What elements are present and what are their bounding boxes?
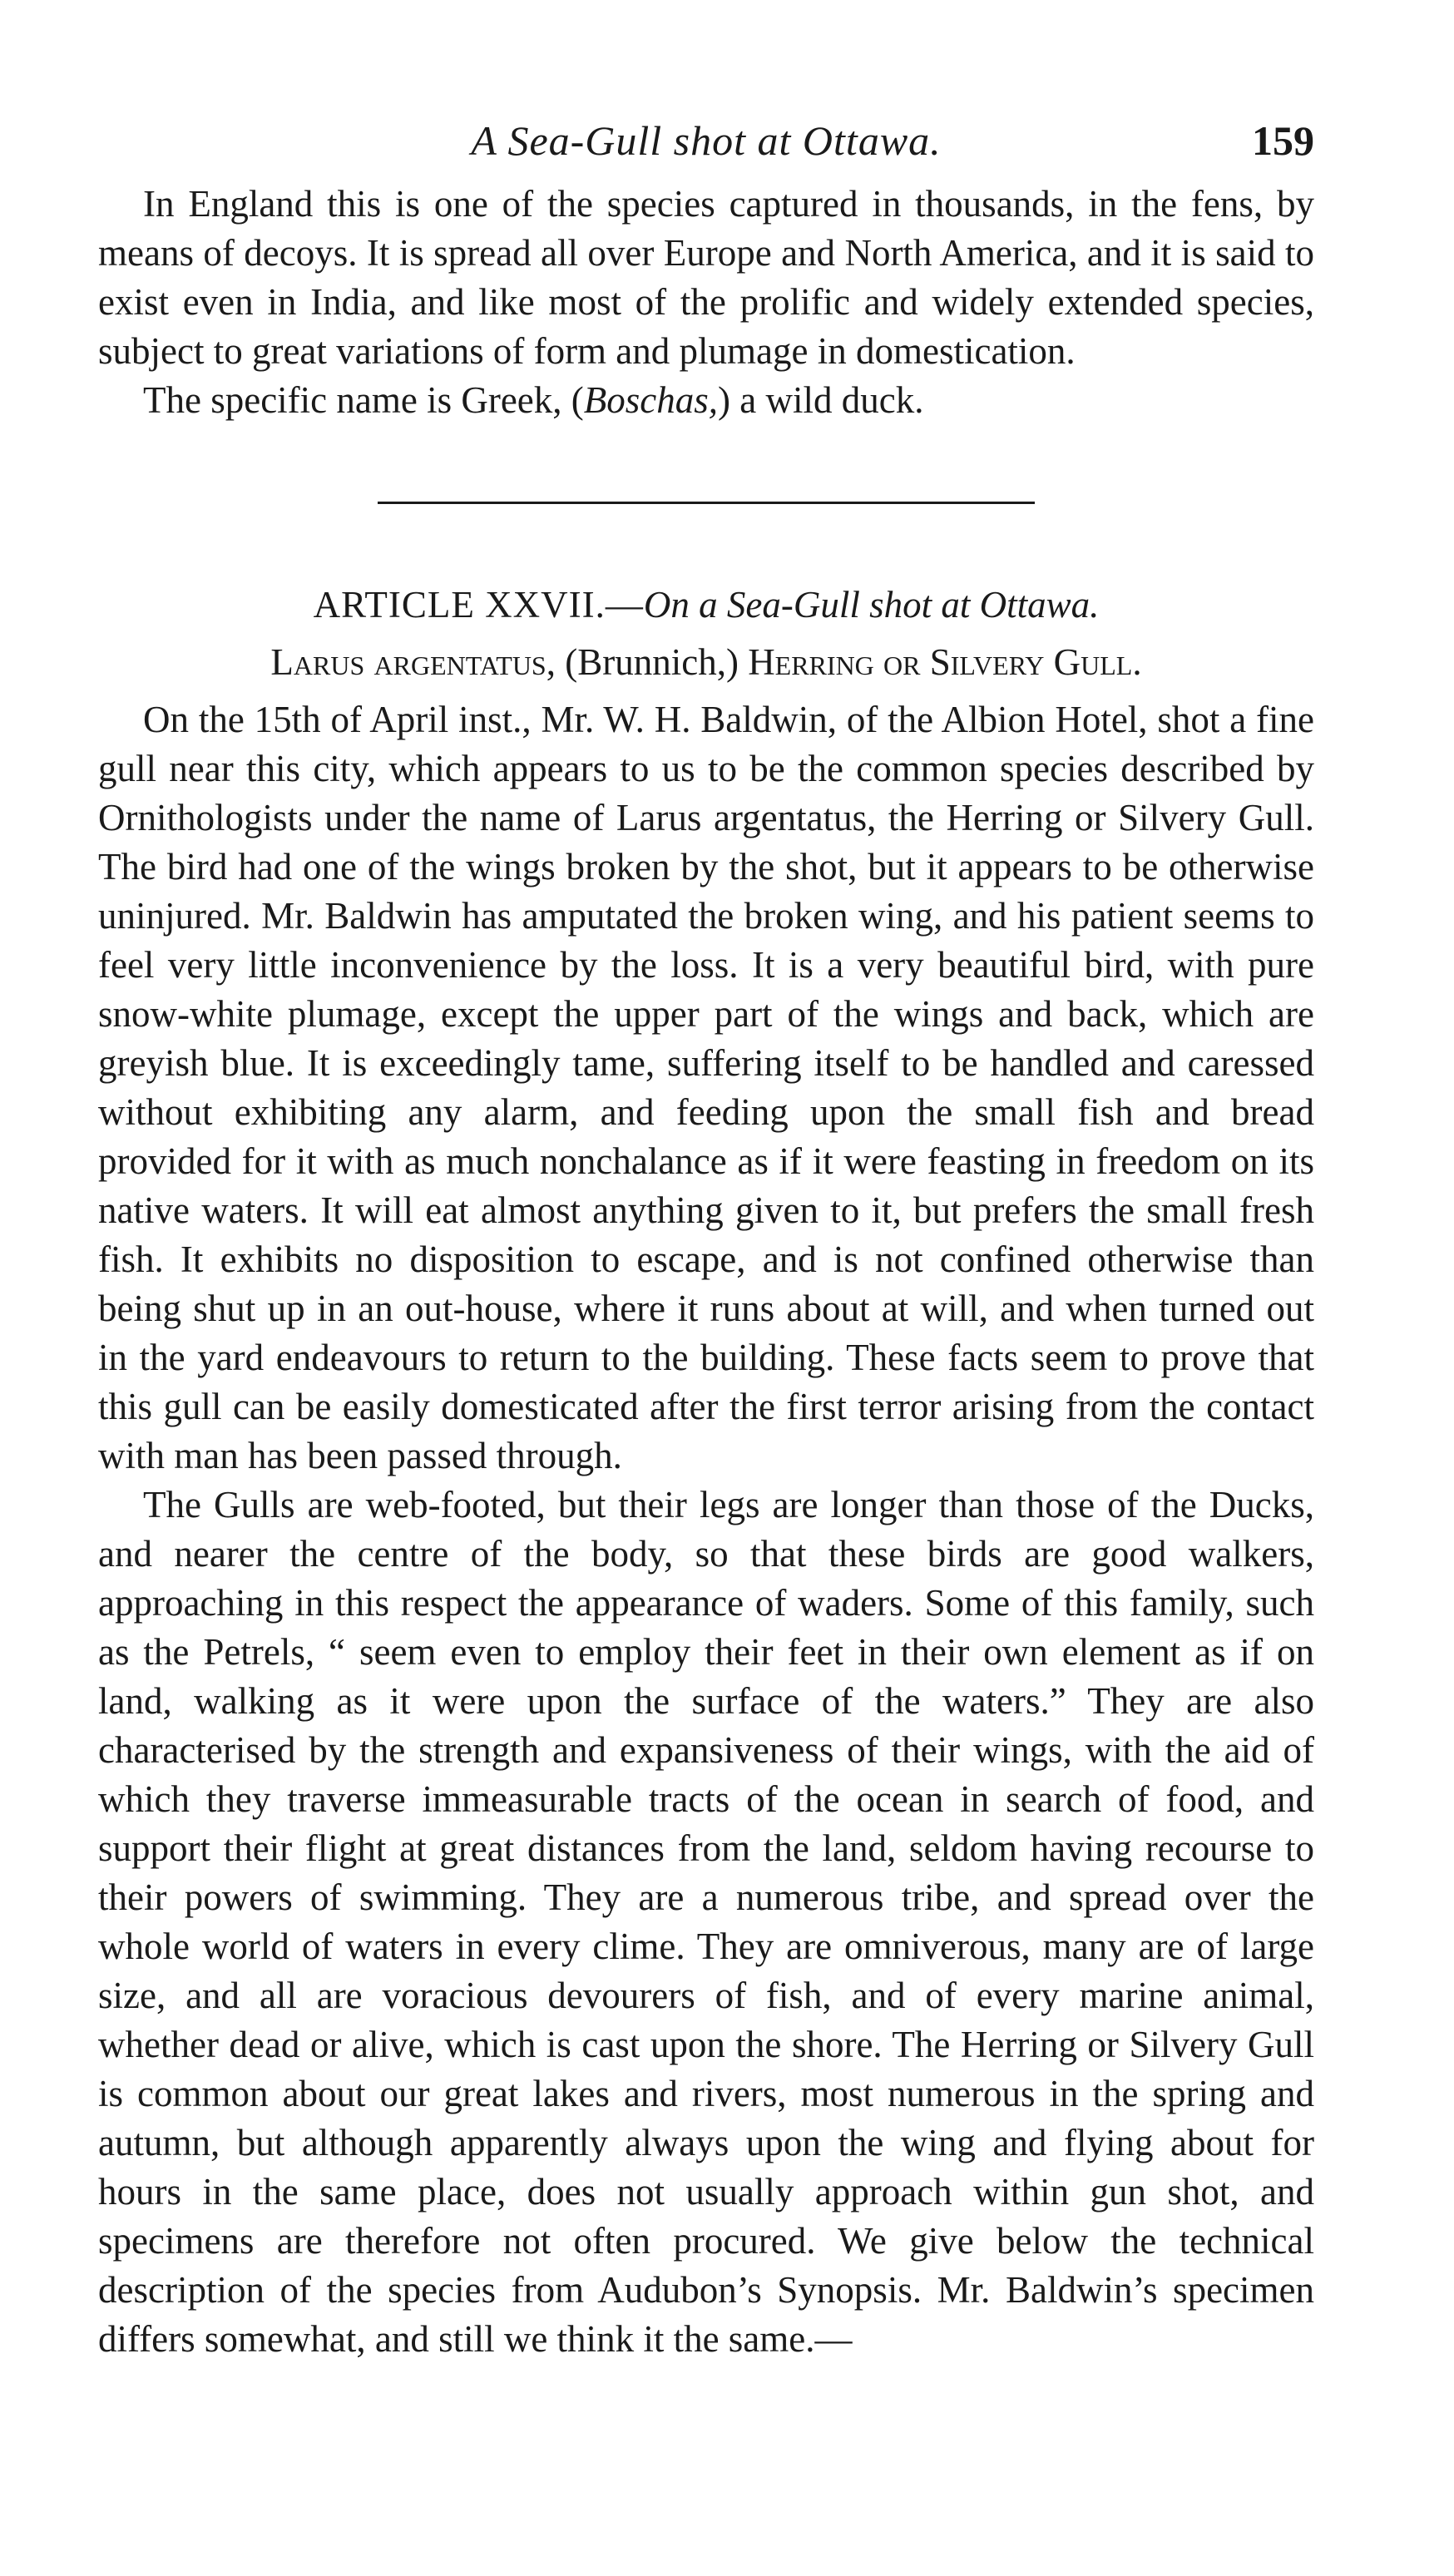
intro-paragraph-2-start: The specific name is Greek, (	[143, 379, 584, 421]
article-body	[98, 695, 1314, 2364]
article-paragraph-1: On the 15th of April inst., Mr. W. H. Baldwin, of the Albion Hotel, shot a fine gull near this city, which appears to us to be the common species described by Ornithologists under the name of Larus argentatus, the Herring or Silvery Gull. The bird had one of the wings broken by the shot, but it appears to be otherwise uninjured. Mr. Baldwin has amputated the broken wing, and his patient seems to feel very little inconvenience by the loss. It is a very beautiful bird, with pure snow-white plumage, except the upper part of the wings and back, which are greyish blue. It is exceedingly tame, suffering itself to be handled and caressed without exhibiting any alarm, and feeding upon the small fish and bread provided for it with as much nonchalance as if it were feasting in freedom on its native waters. It will eat almost anything given to it, but prefers the small fresh fish. It exhibits no disposition to escape, and is not confined otherwise than being shut up in an out-house, where it runs about at will, and when turned out in the yard endeavours to return to the building. These facts seem to prove that this gull can be easily domesticated after the first terror arising from the contact with man has been passed through.	[98, 699, 1314, 1476]
species-common-name: Herring or Silvery Gull.	[748, 641, 1142, 683]
running-title: A Sea-Gull shot at Ottawa.	[471, 117, 942, 164]
species-line	[98, 638, 1314, 687]
species-authority: (Brunnich,)	[565, 641, 739, 683]
page-number: 159	[1252, 117, 1314, 164]
intro-paragraph-2	[98, 376, 1314, 425]
species-name: Larus argentatus,	[270, 641, 556, 683]
section-divider-rule	[378, 502, 1035, 504]
article-heading	[98, 581, 1314, 630]
intro-paragraph-1: In England this is one of the species captured in thousands, in the fens, by means of decoys. It is spread all over Europe and North America, and it is said to exist even in India, and like most of the prolific and widely extended species, subject to great variations of form and plumage in domestication.	[98, 183, 1314, 372]
running-head	[98, 116, 1314, 175]
previous-article-ending	[98, 180, 1314, 425]
article-number: ARTICLE XXVII.—	[313, 584, 644, 625]
article-paragraph-2: The Gulls are web-footed, but their legs are longer than those of the Ducks, and nearer the centre of the body, so that these birds are good walkers, approaching in this respect the appearance of waders. Some of this family, such as the Petrels, “ seem even to employ their feet in their own element as if on land, walking as it were upon the surface of the waters.” They are also characterised by the strength and expansiveness of their wings, with the aid of which they traverse immeasurable tracts of the ocean in search of food, and support their flight at great distances from the land, seldom having recourse to their powers of swimming. They are a numerous tribe, and spread over the whole world of waters in every clime. They are omniverous, many are of large size, and all are voracious devourers of fish, and of every marine animal, whether dead or alive, which is cast upon the shore. The Herring or Silvery Gull is common about our great lakes and rivers, most numerous in the spring and autumn, but although apparently always upon the wing and flying about for hours in the same place, does not usually approach within gun shot, and specimens are therefore not often procured. We give below the technical description of the species from Audubon’s Synopsis. Mr. Baldwin’s specimen differs somewhat, and still we think it the same.—	[98, 1484, 1314, 2360]
intro-paragraph-2-end: ) a wild duck.	[718, 379, 924, 421]
article-subtitle: On a Sea-Gull shot at Ottawa.	[643, 584, 1100, 625]
specific-name: Boschas,	[583, 379, 719, 421]
document-page	[98, 116, 1314, 2364]
